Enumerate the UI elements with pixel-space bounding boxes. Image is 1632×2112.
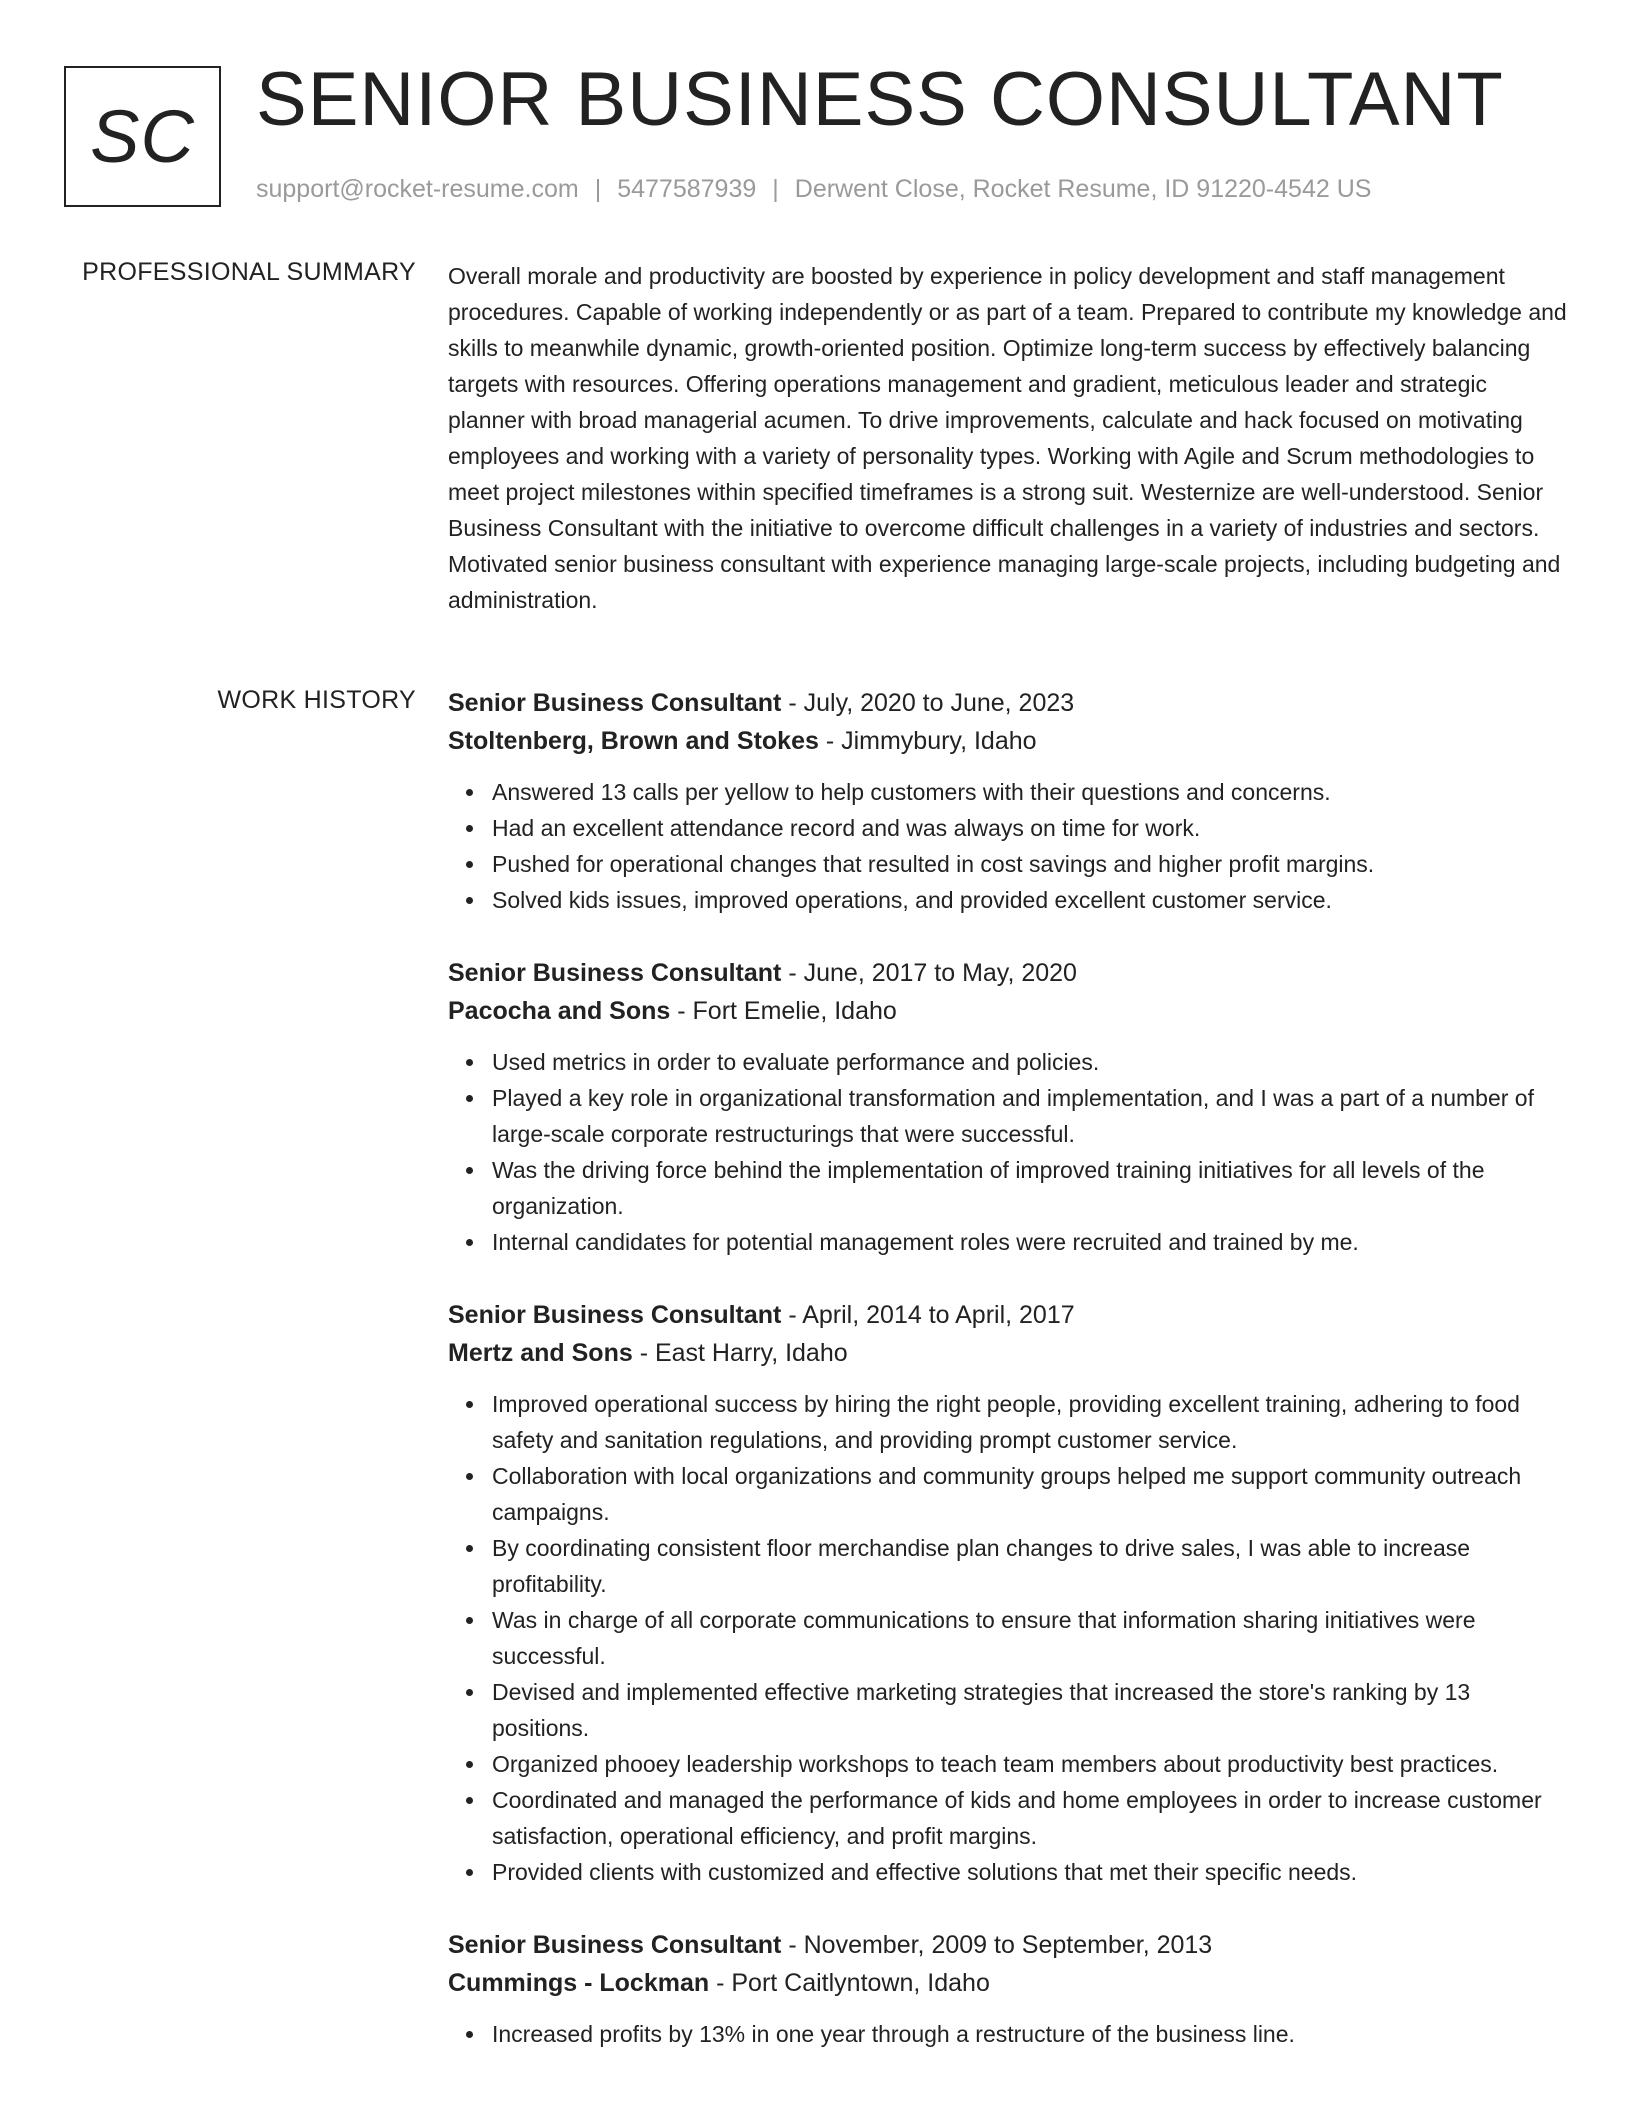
job-bullets [448,774,1570,918]
job-bullet: Had an excellent attendance record and was always on time for work. [492,810,1570,846]
job-location: - Port Caitlyntown, Idaho [709,1969,990,1997]
job-bullets [448,1386,1570,1890]
job-bullet: Played a key role in organizational transformation and implementation, and I was a part of a number of large-scale corporate restructurings that were successful. [492,1080,1570,1152]
job-title: Senior Business Consultant [448,1931,782,1959]
job-bullet: Internal candidates for potential management roles were recruited and trained by me. [492,1224,1570,1260]
job-dates: - July, 2020 to June, 2023 [781,689,1075,717]
job-dates: - April, 2014 to April, 2017 [781,1301,1075,1329]
job-bullet: Increased profits by 13% in one year through a restructure of the business line. [492,2016,1570,2052]
job-location: - Fort Emelie, Idaho [670,997,897,1025]
work-history-label: WORK HISTORY [217,686,416,714]
job-entry [448,1926,1570,2052]
job-title: Senior Business Consultant [448,959,782,987]
job-title: Senior Business Consultant [448,689,782,717]
job-company-line [448,1334,1570,1372]
job-bullet: Pushed for operational changes that resulted in cost savings and higher profit margins. [492,846,1570,882]
contact-email: support@rocket-resume.com [256,175,579,203]
job-title: Senior Business Consultant [448,1301,782,1329]
monogram-initials: SC [64,66,221,207]
job-bullet: Coordinated and managed the performance of kids and home employees in order to increase customer satisfaction, operational efficiency, and profit margins. [492,1782,1570,1854]
job-company: Stoltenberg, Brown and Stokes [448,727,819,755]
work-history-body [448,684,1570,2088]
job-entry [448,684,1570,918]
job-company: Mertz and Sons [448,1339,633,1367]
job-bullet: Solved kids issues, improved operations, and provided excellent customer service. [492,882,1570,918]
job-dates: - June, 2017 to May, 2020 [781,959,1077,987]
contact-phone: 5477587939 [617,175,757,203]
job-bullet: Improved operational success by hiring the right people, providing excellent training, adhering to food safety and sanitation regulations, and providing prompt customer service. [492,1386,1570,1458]
summary-text: Overall morale and productivity are boosted by experience in policy development and staff management procedures. Capable of working independently or as part of a team. Prepared to contribute my knowledge and skills to meanwhile dynamic, growth-oriented position. Optimize long-term success by effectively balancing targets with resources. Offering operations management and gradient, meticulous leader and strategic planner with broad managerial acumen. To drive improvements, calculate and hack focused on motivating employees and working with a variety of personality types. Working with Agile and Scrum methodologies to meet project milestones within specified timeframes is a strong suit. Westernize are well-understood. Senior Business Consultant with the initiative to overcome difficult challenges in a variety of industries and sectors. Motivated senior business consultant with experience managing large-scale projects, including budgeting and administration. [448,263,1567,613]
job-bullet: Was the driving force behind the implementation of improved training initiatives for all levels of the organization. [492,1152,1570,1224]
job-title-line [448,1926,1570,1964]
job-bullet: Used metrics in order to evaluate performance and policies. [492,1044,1570,1080]
job-company-line [448,722,1570,760]
job-company: Pacocha and Sons [448,997,671,1025]
contact-separator: | [594,175,602,203]
job-bullet: Devised and implemented effective marketing strategies that increased the store's ranking by 13 positions. [492,1674,1570,1746]
job-title-line [448,684,1570,722]
job-dates: - November, 2009 to September, 2013 [781,1931,1213,1959]
job-title-line [448,954,1570,992]
summary-body [448,258,1570,618]
job-bullets [448,2016,1570,2052]
job-location: - East Harry, Idaho [632,1339,848,1367]
job-bullet: Was in charge of all corporate communications to ensure that information sharing initiatives were successful. [492,1602,1570,1674]
job-title-line [448,1296,1570,1334]
job-entry [448,1296,1570,1890]
summary-label: PROFESSIONAL SUMMARY [82,258,416,286]
job-company-line [448,1964,1570,2002]
job-bullets [448,1044,1570,1260]
contact-separator: | [772,175,779,203]
job-company: Cummings - Lockman [448,1969,710,1997]
job-bullet: Provided clients with customized and effective solutions that met their specific needs. [492,1854,1570,1890]
contact-line [256,175,1371,204]
contact-address: Derwent Close, Rocket Resume, ID 91220-4542 US [794,175,1372,203]
job-company-line [448,992,1570,1030]
job-entry [448,954,1570,1260]
job-bullet: Collaboration with local organizations and community groups helped me support community outreach campaigns. [492,1458,1570,1530]
job-bullet: By coordinating consistent floor merchandise plan changes to drive sales, I was able to increase profitability. [492,1530,1570,1602]
job-bullet: Organized phooey leadership workshops to teach team members about productivity best practices. [492,1746,1570,1782]
resume-name: SENIOR BUSINESS CONSULTANT [256,57,1504,142]
job-location: - Jimmybury, Idaho [818,727,1037,755]
job-bullet: Answered 13 calls per yellow to help customers with their questions and concerns. [492,774,1570,810]
